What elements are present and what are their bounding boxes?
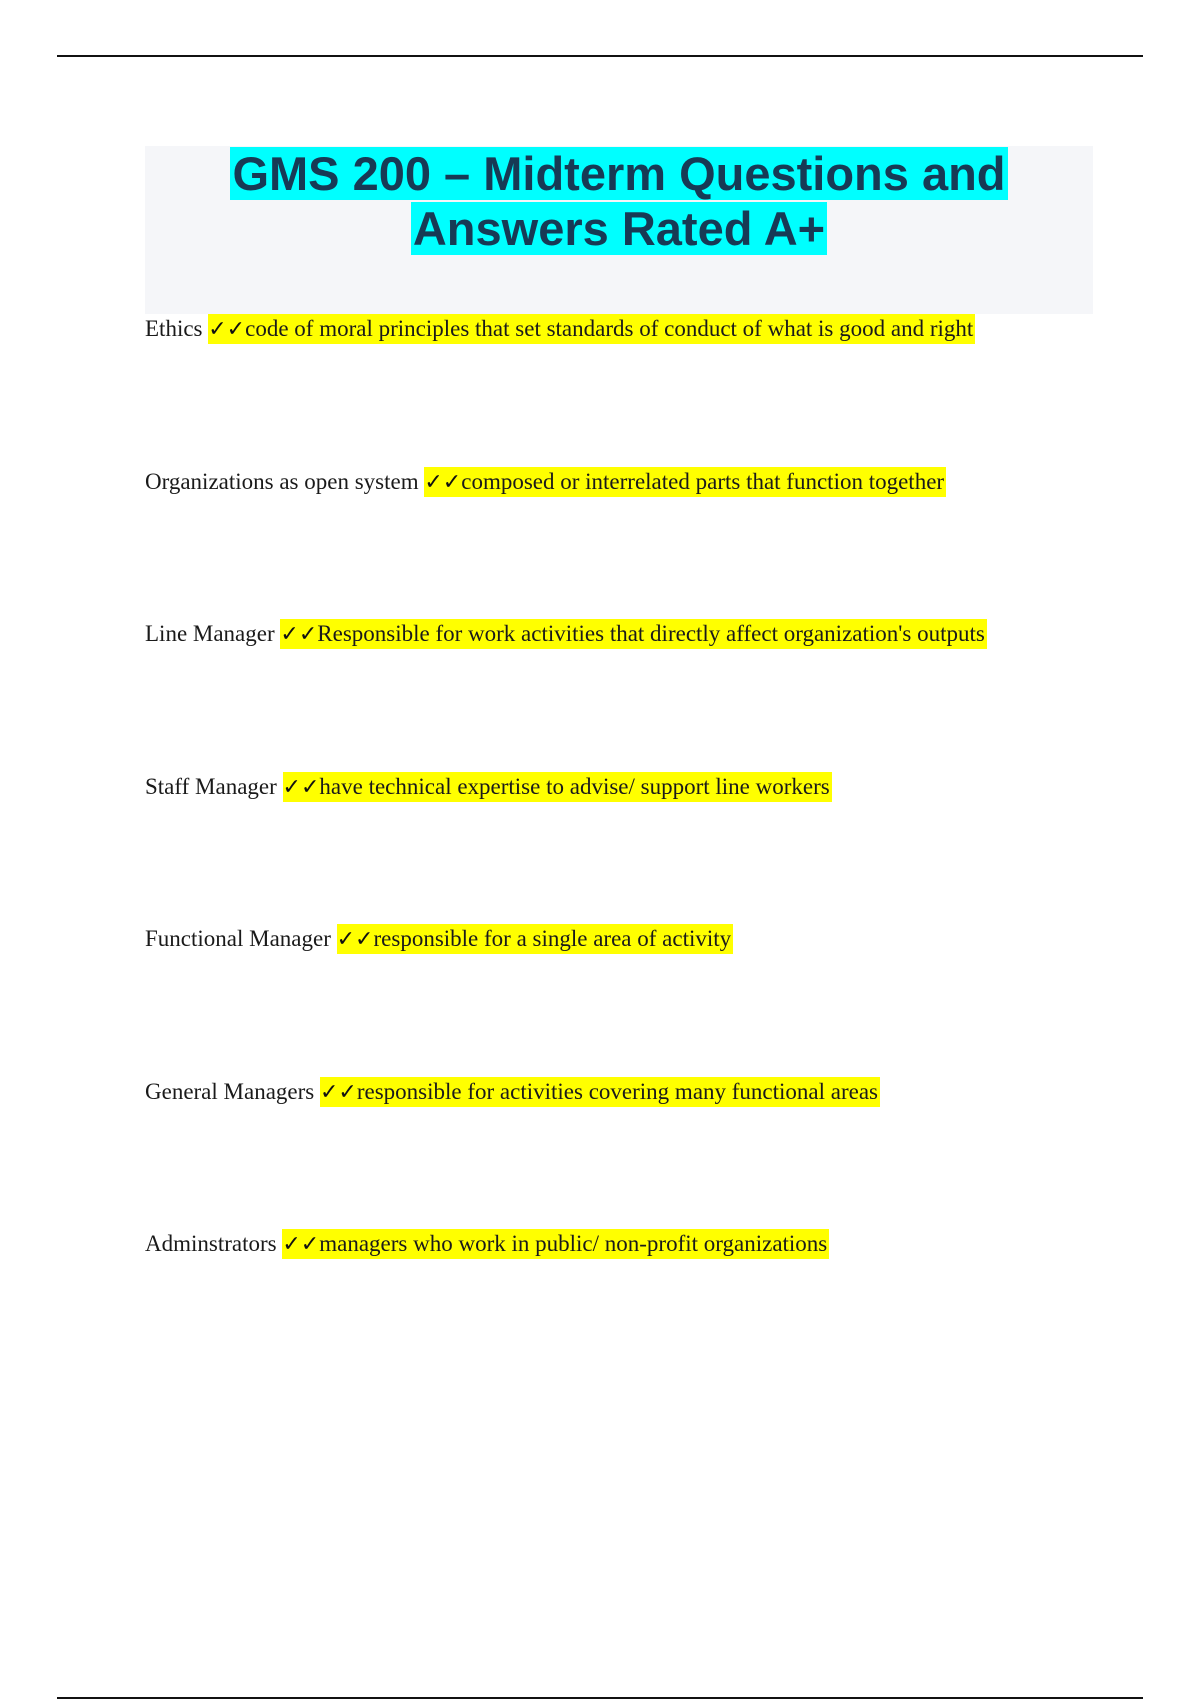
qa-item-functional-manager: [145, 924, 733, 955]
answer-highlight: [282, 1229, 829, 1259]
page-title: [230, 146, 1007, 256]
term: Adminstrators: [145, 1231, 277, 1256]
definition: managers who work in public/ non-profit organizations: [319, 1231, 828, 1256]
qa-item-staff-manager: [145, 772, 832, 803]
top-rule: [57, 55, 1143, 57]
definition: responsible for activities covering many functional areas: [356, 1079, 879, 1104]
double-check-icon: ✓✓: [282, 775, 320, 800]
answer-highlight: [337, 924, 734, 954]
qa-item-adminstrators: [145, 1229, 829, 1260]
bottom-rule: [57, 1697, 1143, 1699]
definition: code of moral principles that set standards of conduct of what is good and right: [245, 316, 974, 341]
title-line-2: Answers Rated A+: [412, 202, 826, 255]
term: Ethics: [145, 316, 203, 341]
double-check-icon: ✓✓: [424, 470, 462, 495]
double-check-icon: ✓✓: [282, 1232, 320, 1257]
term: General Managers: [145, 1079, 315, 1104]
double-check-icon: ✓✓: [336, 927, 374, 952]
definition: Responsible for work activities that directly affect organization's outputs: [317, 621, 985, 646]
term: Organizations as open system: [145, 469, 419, 494]
double-check-icon: ✓✓: [319, 1080, 357, 1105]
definition: have technical expertise to advise/ support line workers: [319, 774, 830, 799]
answer-highlight: [280, 619, 986, 649]
answer-highlight: [320, 1077, 880, 1107]
definition: composed or interrelated parts that function together: [461, 469, 945, 494]
answer-highlight: [283, 772, 832, 802]
qa-item-general-managers: [145, 1077, 880, 1108]
term: Line Manager: [145, 621, 275, 646]
answer-highlight: [424, 467, 946, 497]
title-block: [145, 146, 1093, 314]
qa-item-open-system: [145, 467, 946, 498]
qa-item-ethics: [145, 314, 975, 345]
double-check-icon: ✓✓: [208, 317, 246, 342]
qa-item-line-manager: [145, 619, 987, 650]
term: Staff Manager: [145, 774, 277, 799]
definition: responsible for a single area of activity: [373, 926, 732, 951]
title-line-1: GMS 200 – Midterm Questions and: [232, 147, 1006, 200]
double-check-icon: ✓✓: [280, 622, 318, 647]
term: Functional Manager: [145, 926, 331, 951]
answer-highlight: [208, 314, 975, 344]
